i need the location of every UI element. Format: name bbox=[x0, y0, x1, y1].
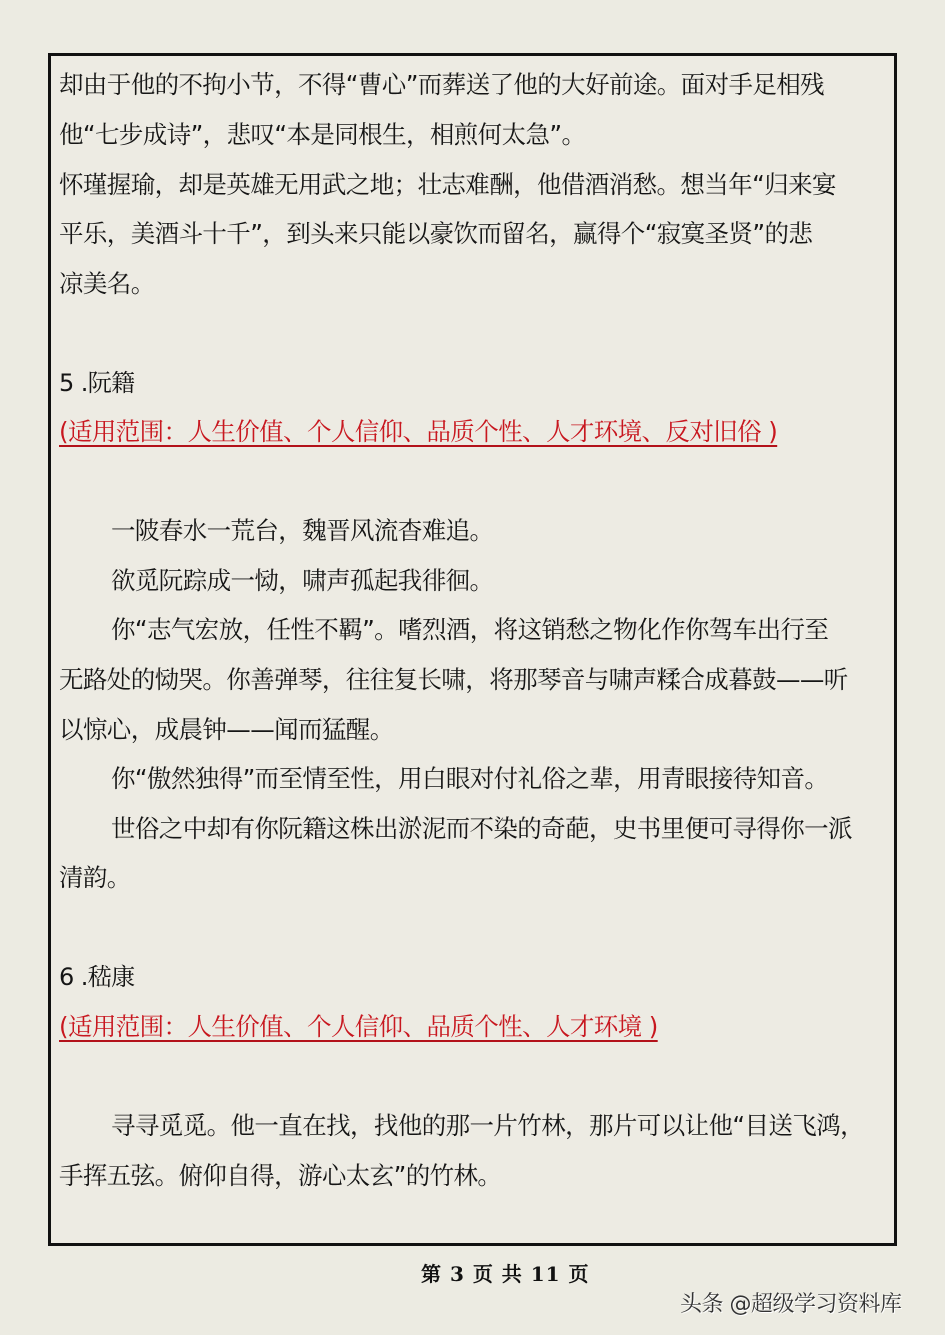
paragraph-line: 怀瑾握瑜，却是英雄无用武之地；壮志难酬，他借酒消愁。想当年“归来宴 bbox=[59, 170, 836, 199]
paragraph-line: 却由于他的不拘小节，不得“曹心”而葬送了他的大好前途。面对手足相残 bbox=[59, 70, 825, 99]
paragraph-line: 世俗之中却有你阮籍这株出淤泥而不染的奇葩，史书里便可寻得你一派 bbox=[111, 814, 852, 843]
watermark: 头条 @超级学习资料库 bbox=[680, 1292, 902, 1317]
paragraph-line: 寻寻觅觅。他一直在找，找他的那一片竹林，那片可以让他“目送飞鸿， bbox=[111, 1111, 864, 1140]
paragraph-line: 凉美名。 bbox=[59, 269, 155, 298]
poem-line: 一陂春水一荒台，魏晋风流杳难追。 bbox=[111, 516, 494, 545]
paragraph-line: 无路处的恸哭。你善弹琴，往往复长啸，将那琴音与啸声糅合成暮鼓——听 bbox=[59, 665, 848, 694]
scope-note-ji-kang: (适用范围：人生价值、个人信仰、品质个性、人才环境 ) bbox=[59, 1012, 658, 1041]
paragraph-line: 他“七步成诗”，悲叹“本是同根生，相煎何太急”。 bbox=[59, 120, 586, 149]
paragraph-line: 以惊心，成晨钟——闻而猛醒。 bbox=[59, 715, 394, 744]
paragraph-line: 手挥五弦。俯仰自得，游心太玄”的竹林。 bbox=[59, 1161, 502, 1190]
page-number: 第 3 页 共 11 页 bbox=[421, 1262, 590, 1286]
content-frame bbox=[48, 53, 897, 1246]
paragraph-line: 你“傲然独得”而至情至性，用白眼对付礼俗之辈，用青眼接待知音。 bbox=[111, 764, 829, 793]
scope-note-ruan-ji: (适用范围：人生价值、个人信仰、品质个性、人才环境、反对旧俗 ) bbox=[59, 417, 778, 446]
paragraph-line: 你“志气宏放，任性不羁”。嗜烈酒，将这销愁之物化作你驾车出行至 bbox=[111, 615, 829, 644]
poem-line: 欲觅阮踪成一恸，啸声孤起我徘徊。 bbox=[111, 566, 494, 595]
paragraph-line: 清韵。 bbox=[59, 863, 131, 892]
section-heading-ruan-ji: 5 .阮籍 bbox=[59, 369, 135, 397]
paragraph-line: 平乐，美酒斗十千”，到头来只能以豪饮而留名，赢得个“寂寞圣贤”的悲 bbox=[59, 219, 813, 248]
section-heading-ji-kang: 6 .嵇康 bbox=[59, 963, 135, 991]
